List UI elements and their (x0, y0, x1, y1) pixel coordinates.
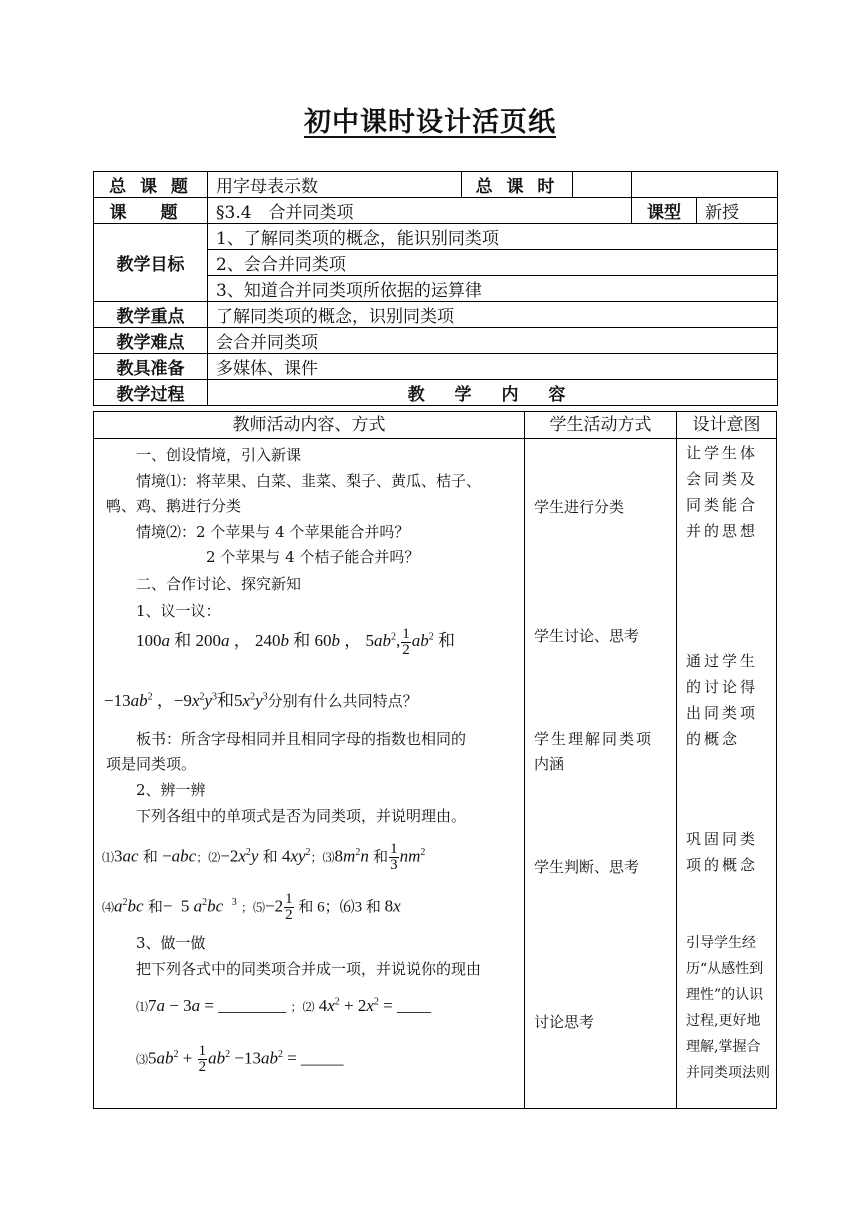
intent-col-header: 设计意图 (677, 412, 776, 439)
practice-desc: 把下列各式中的同类项合并成一项，并说说你的现由 (136, 960, 482, 978)
difficulty-label: 教学难点 (94, 328, 208, 354)
lesson-type-value: 新授 (697, 198, 778, 224)
materials-label: 教具准备 (94, 354, 208, 380)
student-col-header: 学生活动方式 (525, 412, 676, 439)
lesson-type-label: 课型 (632, 198, 697, 224)
practice-items-line-2: $⑶5ab^2$ + $\frac{1}{2}$ $ab^2 -13ab^2$ = _____ (136, 1043, 344, 1075)
page-title: 初中课时设计活页纸 (304, 107, 556, 138)
goals-label: 教学目标 (94, 224, 208, 302)
scenario-2-line-1: 情境⑵：2 个苹果与 4 个苹果能合并吗？ (136, 523, 410, 541)
section-1-heading: 一、创设情境，引入新课 (136, 446, 302, 464)
student-activity-2: 学生讨论、思考 (534, 627, 640, 645)
key-point-value: 了解同类项的概念，识别同类项 (208, 302, 778, 328)
intent-2: 通过学生的讨论得出同类项的概念 (686, 652, 759, 748)
blank-cell (632, 172, 778, 198)
total-hours-label: 总 课 时 (462, 172, 573, 198)
total-topic-label: 总 课 题 (94, 172, 208, 198)
discuss-expressions-line-1: 100a 和 200a ， 240b 和 60b ， $5ab^2$, $\frac{1}{2}$ $ab^2$ 和 (136, 625, 455, 658)
board-note-line-1: 板书：所含字母相同并且相同字母的指数也相同的 (136, 730, 467, 748)
header-table (93, 171, 778, 406)
goal-item: 3、知道合并同类项所依据的运算律 (208, 276, 778, 302)
teacher-col-header: 教师活动内容、方式 (94, 412, 524, 439)
scenario-1-line-2: 鸭、鸡、鹅进行分类 (106, 497, 242, 515)
process-value: 教 学 内 容 (208, 380, 778, 406)
goal-item: 1、了解同类项的概念，能识别同类项 (208, 224, 778, 250)
intent-4: 引导学生经历“从感性到理性”的认识过程,更好地理解,掌握合并同类项法则 (686, 935, 770, 1081)
student-activity-1: 学生进行分类 (534, 498, 625, 516)
student-activity-5: 讨论思考 (534, 1013, 595, 1031)
process-label: 教学过程 (94, 380, 208, 406)
student-activity-3-line-1: 学生理解同类项 (534, 730, 654, 748)
board-note-line-2: 项是同类项。 (106, 755, 197, 773)
key-point-label: 教学重点 (94, 302, 208, 328)
total-topic-value: 用字母表示数 (208, 172, 462, 198)
intent-3: 巩固同类项的概念 (686, 830, 759, 874)
identify-items-line-2: $⑷a^2bc$ 和− 5 $a^2bc$ $^3$ ；⑸−2 $\frac{1}{2}$ 和 6；⑹3 和 8x (102, 891, 401, 923)
identify-heading: 2、辨一辨 (136, 781, 206, 799)
scenario-1-line-1: 情境⑴：将苹果、白菜、韭菜、梨子、黄瓜、桔子、 (136, 472, 482, 490)
goal-item: 2、会合并同类项 (208, 250, 778, 276)
section-2-heading: 二、合作讨论、探究新知 (136, 575, 302, 593)
topic-label: 课 题 (94, 198, 208, 224)
discuss-heading: 1、议一议： (136, 602, 221, 620)
lesson-body (93, 411, 777, 1109)
materials-value: 多媒体、课件 (208, 354, 778, 380)
practice-items-line-1: ⑴7a − 3a = ________ ；⑵ $4x^2 + 2x^2$ = ____ (136, 996, 431, 1015)
intent-1: 让学生体会同类及同类能合并的思想 (686, 444, 759, 540)
topic-value: §3.4 合并同类项 (208, 198, 632, 224)
identify-desc: 下列各组中的单项式是否为同类项，并说明理由。 (136, 807, 467, 825)
identify-items-line-1: ⑴3ac 和 −abc；$⑵-2x^2y$ 和 $4xy^2$；$⑶8m^2n$ 和 $\frac{1}{3}$ $nm^2$ (102, 841, 426, 873)
scenario-2-line-2: 2 个苹果与 4 个桔子能合并吗？ (206, 548, 420, 566)
practice-heading: 3、做一做 (136, 934, 206, 952)
discuss-expressions-line-2: $-13ab^2$ ，$-9x^2y^3$和$5x^2y^3$分别有什么共同特点？ (104, 691, 418, 710)
total-hours-value (573, 172, 632, 198)
difficulty-value: 会合并同类项 (208, 328, 778, 354)
student-activity-4: 学生判断、思考 (534, 858, 640, 876)
student-activity-3-line-2: 内涵 (534, 755, 565, 773)
